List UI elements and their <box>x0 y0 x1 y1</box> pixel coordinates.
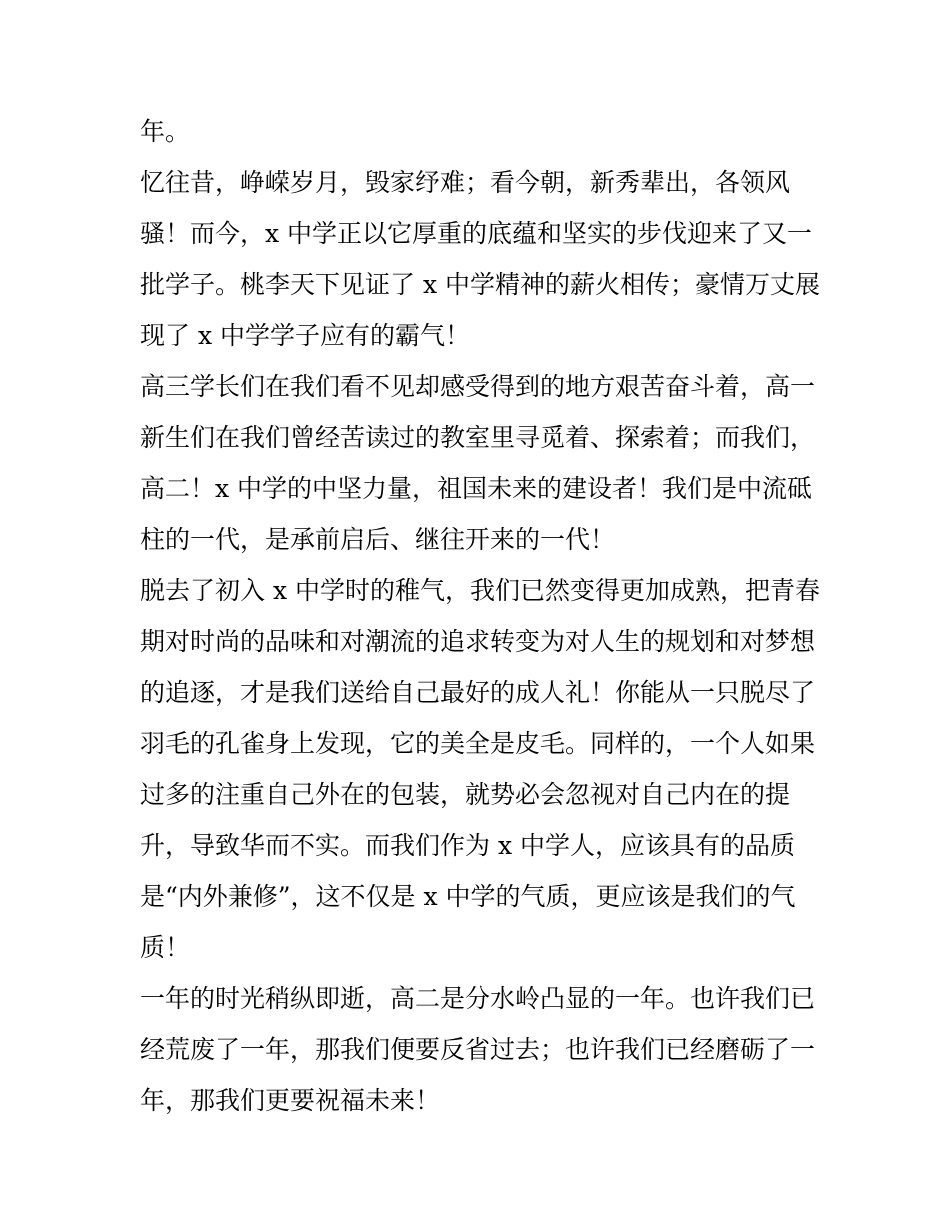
text-line: 忆往昔，峥嵘岁月，毁家纾难；看今朝，新秀辈出，各领风 <box>140 168 791 197</box>
text-line: 柱的一代，是承前启后、继往开来的一代！ <box>140 525 616 554</box>
document-body <box>140 106 830 1126</box>
text-line: 高二！x 中学的中坚力量，祖国未来的建设者！我们是中流砥 <box>140 474 813 503</box>
text-line: 羽毛的孔雀身上发现，它的美全是皮毛。同样的，一个人如果 <box>140 729 816 758</box>
text-line: 新生们在我们曾经苦读过的教室里寻觅着、探索着；而我们， <box>140 423 816 452</box>
text-line: 脱去了初入 x 中学时的稚气，我们已然变得更加成熟，把青春 <box>140 576 820 605</box>
text-line: 现了 x 中学学子应有的霸气！ <box>140 321 470 350</box>
text-line: 批学子。桃李天下见证了 x 中学精神的薪火相传；豪情万丈展 <box>140 270 820 299</box>
text-line: 一年的时光稍纵即逝，高二是分水岭凸显的一年。也许我们已 <box>140 984 816 1013</box>
text-line: 年。 <box>140 117 191 146</box>
text-line: 是“内外兼修”，这不仅是 x 中学的气质，更应该是我们的气 <box>140 882 796 911</box>
text-line: 骚！而今，x 中学正以它厚重的底蕴和坚实的步伐迎来了又一 <box>140 219 813 248</box>
text-line: 质！ <box>140 933 191 962</box>
text-line: 年，那我们更要祝福未来！ <box>140 1086 441 1115</box>
text-line: 高三学长们在我们看不见却感受得到的地方艰苦奋斗着，高一 <box>140 372 816 401</box>
text-line: 的追逐，才是我们送给自己最好的成人礼！你能从一只脱尽了 <box>140 678 816 707</box>
text-line: 期对时尚的品味和对潮流的追求转变为对人生的规划和对梦想 <box>140 627 816 656</box>
text-line: 过多的注重自己外在的包装，就势必会忽视对自己内在的提 <box>140 780 791 809</box>
text-line: 升，导致华而不实。而我们作为 x 中学人，应该具有的品质 <box>140 831 795 860</box>
text-line: 经荒废了一年，那我们便要反省过去；也许我们已经磨砺了一 <box>140 1035 816 1064</box>
